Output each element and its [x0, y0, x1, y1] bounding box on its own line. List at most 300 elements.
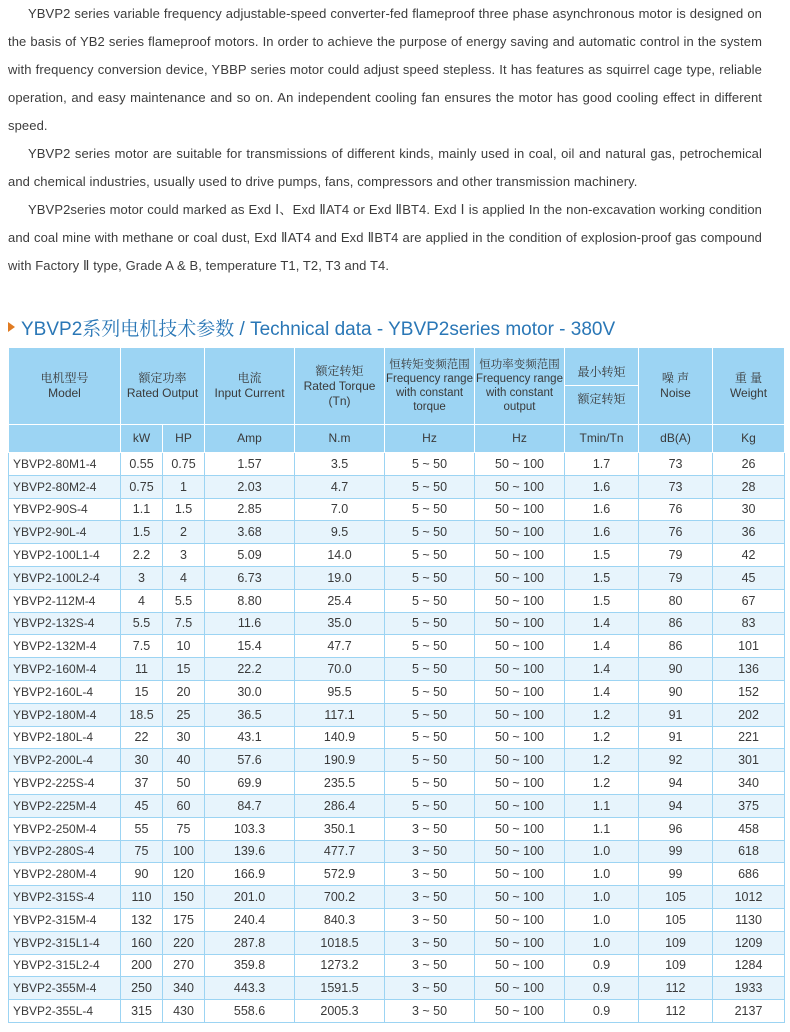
table-cell: 250: [121, 977, 163, 1000]
table-cell: 76: [639, 521, 713, 544]
model-cell: YBVP2-80M1-4: [9, 453, 121, 476]
table-cell: 50 ~ 100: [475, 931, 565, 954]
table-cell: 43.1: [205, 726, 295, 749]
model-cell: YBVP2-180L-4: [9, 726, 121, 749]
fraction-divider: [565, 385, 638, 386]
table-cell: 25: [163, 703, 205, 726]
table-cell: 430: [163, 1000, 205, 1023]
table-cell: 840.3: [295, 908, 385, 931]
table-cell: 5 ~ 50: [385, 772, 475, 795]
table-cell: 139.6: [205, 840, 295, 863]
table-row: [9, 544, 785, 567]
unit-cell-blank: [9, 425, 121, 453]
table-cell: 45: [713, 566, 785, 589]
table-cell: 73: [639, 475, 713, 498]
table-row: [9, 954, 785, 977]
table-cell: 1.4: [565, 612, 639, 635]
table-row: [9, 931, 785, 954]
header-weight: 重 量 Weight: [713, 348, 785, 425]
model-cell: YBVP2-315L1-4: [9, 931, 121, 954]
table-cell: 1273.2: [295, 954, 385, 977]
table-cell: 5 ~ 50: [385, 680, 475, 703]
table-cell: 572.9: [295, 863, 385, 886]
table-cell: 50 ~ 100: [475, 1000, 565, 1023]
table-cell: 1.0: [565, 931, 639, 954]
model-cell: YBVP2-100L1-4: [9, 544, 121, 567]
table-cell: 14.0: [295, 544, 385, 567]
intro-paragraph: YBVP2 series variable frequency adjustable-speed converter-fed flameproof three phase asynchronous motor is designed on the basis of YB2 series flameproof motors. In order to achieve the purpose of energy saving and automatic control in the system with frequency conversion device, YBBP series motor could adjust speed stepless. It has features as squirrel cage type, reliable operation, and easy maintenance and so on. An independent cooling fan ensures the motor has good cooling effect in different speed.: [8, 6, 762, 133]
table-cell: 1012: [713, 886, 785, 909]
table-cell: 50 ~ 100: [475, 589, 565, 612]
table-cell: 50 ~ 100: [475, 498, 565, 521]
unit-cell: Hz: [385, 425, 475, 453]
table-row: [9, 658, 785, 681]
table-body: [9, 453, 785, 1023]
table-cell: 0.9: [565, 954, 639, 977]
table-cell: 50 ~ 100: [475, 886, 565, 909]
table-cell: 22: [121, 726, 163, 749]
table-cell: 340: [713, 772, 785, 795]
table-cell: 70.0: [295, 658, 385, 681]
table-cell: 2137: [713, 1000, 785, 1023]
table-cell: 3.5: [295, 453, 385, 476]
table-cell: 30: [163, 726, 205, 749]
table-cell: 235.5: [295, 772, 385, 795]
table-cell: 36.5: [205, 703, 295, 726]
table-cell: 1933: [713, 977, 785, 1000]
table-cell: 42: [713, 544, 785, 567]
table-row: [9, 680, 785, 703]
table-cell: 5 ~ 50: [385, 612, 475, 635]
model-cell: YBVP2-90L-4: [9, 521, 121, 544]
intro-text: [8, 0, 762, 280]
table-cell: 152: [713, 680, 785, 703]
table-row: [9, 1000, 785, 1023]
unit-cell: Amp: [205, 425, 295, 453]
model-cell: YBVP2-315L2-4: [9, 954, 121, 977]
header-min-torque-ratio: 最小转矩 额定转矩: [565, 348, 639, 425]
table-cell: 2.2: [121, 544, 163, 567]
table-cell: 136: [713, 658, 785, 681]
table-cell: 0.9: [565, 1000, 639, 1023]
table-cell: 75: [163, 817, 205, 840]
table-row: [9, 589, 785, 612]
model-cell: YBVP2-80M2-4: [9, 475, 121, 498]
table-cell: 0.55: [121, 453, 163, 476]
unit-cell: HP: [163, 425, 205, 453]
table-cell: 1.1: [121, 498, 163, 521]
table-cell: 5 ~ 50: [385, 521, 475, 544]
table-cell: 47.7: [295, 635, 385, 658]
table-row: [9, 977, 785, 1000]
unit-cell: N.m: [295, 425, 385, 453]
table-cell: 50 ~ 100: [475, 772, 565, 795]
table-cell: 1.0: [565, 840, 639, 863]
table-cell: 5 ~ 50: [385, 498, 475, 521]
table-cell: 201.0: [205, 886, 295, 909]
table-cell: 60: [163, 794, 205, 817]
table-cell: 3 ~ 50: [385, 954, 475, 977]
table-cell: 50 ~ 100: [475, 977, 565, 1000]
table-row: [9, 794, 785, 817]
table-cell: 50 ~ 100: [475, 954, 565, 977]
table-cell: 86: [639, 612, 713, 635]
table-cell: 1.5: [163, 498, 205, 521]
table-cell: 79: [639, 566, 713, 589]
table-cell: 5.5: [121, 612, 163, 635]
table-cell: 50 ~ 100: [475, 726, 565, 749]
table-cell: 618: [713, 840, 785, 863]
table-cell: 109: [639, 954, 713, 977]
table-cell: 1.1: [565, 794, 639, 817]
table-cell: 35.0: [295, 612, 385, 635]
table-cell: 11: [121, 658, 163, 681]
table-cell: 5 ~ 50: [385, 544, 475, 567]
table-cell: 50 ~ 100: [475, 566, 565, 589]
table-row: [9, 475, 785, 498]
intro-paragraph: YBVP2series motor could marked as Exd Ⅰ、Exd ⅡAT4 or Exd ⅡBT4. Exd Ⅰ is applied In the non-excavation working condition and coal mine with methane or coal dust, Exd ⅡAT4 and Exd ⅡBT4 are applied in the condition of explosion-proof gas compound with Factory Ⅱ type, Grade A & B, temperature T1, T2, T3 and T4.: [8, 202, 762, 273]
table-cell: 140.9: [295, 726, 385, 749]
table-cell: 315: [121, 1000, 163, 1023]
table-cell: 20: [163, 680, 205, 703]
table-cell: 1.5: [565, 589, 639, 612]
table-cell: 5.09: [205, 544, 295, 567]
table-cell: 202: [713, 703, 785, 726]
table-cell: 50 ~ 100: [475, 453, 565, 476]
table-cell: 105: [639, 886, 713, 909]
table-row: [9, 521, 785, 544]
model-cell: YBVP2-160M-4: [9, 658, 121, 681]
table-cell: 1.7: [565, 453, 639, 476]
table-cell: 1.6: [565, 498, 639, 521]
table-row: [9, 498, 785, 521]
table-cell: 10: [163, 635, 205, 658]
table-cell: 50 ~ 100: [475, 658, 565, 681]
table-cell: 50 ~ 100: [475, 908, 565, 931]
table-cell: 3 ~ 50: [385, 1000, 475, 1023]
table-cell: 4.7: [295, 475, 385, 498]
unit-cell: Tmin/Tn: [565, 425, 639, 453]
table-cell: 458: [713, 817, 785, 840]
table-cell: 76: [639, 498, 713, 521]
table-cell: 3 ~ 50: [385, 908, 475, 931]
table-cell: 45: [121, 794, 163, 817]
table-cell: 69.9: [205, 772, 295, 795]
table-cell: 57.6: [205, 749, 295, 772]
table-cell: 90: [639, 658, 713, 681]
table-cell: 1: [163, 475, 205, 498]
model-cell: YBVP2-90S-4: [9, 498, 121, 521]
table-cell: 1130: [713, 908, 785, 931]
technical-data-table: [8, 347, 785, 1023]
unit-cell: dB(A): [639, 425, 713, 453]
header-rated-output: 额定功率 Rated Output: [121, 348, 205, 425]
table-cell: 19.0: [295, 566, 385, 589]
table-cell: 120: [163, 863, 205, 886]
table-cell: 1.5: [121, 521, 163, 544]
table-cell: 109: [639, 931, 713, 954]
table-cell: 92: [639, 749, 713, 772]
table-cell: 5 ~ 50: [385, 453, 475, 476]
table-cell: 50 ~ 100: [475, 635, 565, 658]
table-row: [9, 886, 785, 909]
table-cell: 30: [121, 749, 163, 772]
table-cell: 240.4: [205, 908, 295, 931]
table-cell: 73: [639, 453, 713, 476]
table-cell: 79: [639, 544, 713, 567]
table-cell: 7.5: [121, 635, 163, 658]
table-cell: 443.3: [205, 977, 295, 1000]
table-cell: 40: [163, 749, 205, 772]
table-cell: 221: [713, 726, 785, 749]
table-cell: 22.2: [205, 658, 295, 681]
table-cell: 28: [713, 475, 785, 498]
table-cell: 375: [713, 794, 785, 817]
table-cell: 1.4: [565, 635, 639, 658]
table-cell: 2.85: [205, 498, 295, 521]
table-cell: 50 ~ 100: [475, 840, 565, 863]
table-cell: 477.7: [295, 840, 385, 863]
table-cell: 5 ~ 50: [385, 635, 475, 658]
table-cell: 4: [121, 589, 163, 612]
table-cell: 103.3: [205, 817, 295, 840]
table-cell: 270: [163, 954, 205, 977]
table-cell: 100: [163, 840, 205, 863]
table-cell: 3 ~ 50: [385, 977, 475, 1000]
header-model: 电机型号 Model: [9, 348, 121, 425]
table-cell: 166.9: [205, 863, 295, 886]
table-cell: 1018.5: [295, 931, 385, 954]
table-cell: 50 ~ 100: [475, 863, 565, 886]
table-cell: 287.8: [205, 931, 295, 954]
table-cell: 7.5: [163, 612, 205, 635]
table-cell: 50 ~ 100: [475, 475, 565, 498]
table-cell: 1.0: [565, 886, 639, 909]
table-row: [9, 612, 785, 635]
table-cell: 175: [163, 908, 205, 931]
table-cell: 2005.3: [295, 1000, 385, 1023]
model-cell: YBVP2-280S-4: [9, 840, 121, 863]
table-cell: 50 ~ 100: [475, 794, 565, 817]
table-cell: 55: [121, 817, 163, 840]
table-cell: 110: [121, 886, 163, 909]
table-cell: 112: [639, 1000, 713, 1023]
table-row: [9, 703, 785, 726]
table-cell: 1591.5: [295, 977, 385, 1000]
table-cell: 11.6: [205, 612, 295, 635]
table-cell: 30: [713, 498, 785, 521]
table-cell: 36: [713, 521, 785, 544]
table-cell: 3 ~ 50: [385, 886, 475, 909]
unit-cell: kW: [121, 425, 163, 453]
table-cell: 5 ~ 50: [385, 475, 475, 498]
table-cell: 190.9: [295, 749, 385, 772]
table-row: [9, 726, 785, 749]
header-rated-torque: 额定转矩 Rated Torque (Tn): [295, 348, 385, 425]
model-cell: YBVP2-132S-4: [9, 612, 121, 635]
table-cell: 25.4: [295, 589, 385, 612]
table-cell: 2.03: [205, 475, 295, 498]
table-cell: 1.6: [565, 521, 639, 544]
table-cell: 1.0: [565, 908, 639, 931]
section-title: YBVP2系列电机技术参数 / Technical data - YBVP2series motor - 380V: [21, 318, 616, 340]
table-cell: 18.5: [121, 703, 163, 726]
table-row: [9, 863, 785, 886]
table-cell: 117.1: [295, 703, 385, 726]
table-cell: 132: [121, 908, 163, 931]
header-constant-output-range: 恒功率变频范围 Frequency range with constant output: [475, 348, 565, 425]
table-cell: 101: [713, 635, 785, 658]
table-cell: 94: [639, 794, 713, 817]
table-cell: 15.4: [205, 635, 295, 658]
table-cell: 50 ~ 100: [475, 544, 565, 567]
table-cell: 90: [639, 680, 713, 703]
model-cell: YBVP2-250M-4: [9, 817, 121, 840]
table-row: [9, 635, 785, 658]
units-row: [9, 425, 785, 453]
table-cell: 558.6: [205, 1000, 295, 1023]
table-cell: 86: [639, 635, 713, 658]
table-cell: 1209: [713, 931, 785, 954]
table-cell: 5 ~ 50: [385, 794, 475, 817]
table-cell: 1.5: [565, 566, 639, 589]
table-cell: 50 ~ 100: [475, 703, 565, 726]
model-cell: YBVP2-355M-4: [9, 977, 121, 1000]
model-cell: YBVP2-132M-4: [9, 635, 121, 658]
table-cell: 150: [163, 886, 205, 909]
table-cell: 37: [121, 772, 163, 795]
table-cell: 1.4: [565, 680, 639, 703]
table-cell: 105: [639, 908, 713, 931]
table-cell: 5 ~ 50: [385, 726, 475, 749]
table-cell: 96: [639, 817, 713, 840]
table-cell: 3 ~ 50: [385, 840, 475, 863]
table-cell: 5.5: [163, 589, 205, 612]
table-cell: 84.7: [205, 794, 295, 817]
table-cell: 50 ~ 100: [475, 521, 565, 544]
table-cell: 350.1: [295, 817, 385, 840]
model-cell: YBVP2-225M-4: [9, 794, 121, 817]
table-cell: 5 ~ 50: [385, 658, 475, 681]
table-cell: 220: [163, 931, 205, 954]
table-cell: 3: [163, 544, 205, 567]
model-cell: YBVP2-355L-4: [9, 1000, 121, 1023]
section-heading: [8, 314, 615, 340]
table-cell: 4: [163, 566, 205, 589]
table-cell: 1.6: [565, 475, 639, 498]
model-cell: YBVP2-180M-4: [9, 703, 121, 726]
table-cell: 50 ~ 100: [475, 817, 565, 840]
unit-cell: Hz: [475, 425, 565, 453]
table-cell: 3 ~ 50: [385, 817, 475, 840]
table-cell: 99: [639, 863, 713, 886]
unit-cell: Kg: [713, 425, 785, 453]
table-cell: 0.75: [163, 453, 205, 476]
table-cell: 50 ~ 100: [475, 749, 565, 772]
table-cell: 3 ~ 50: [385, 863, 475, 886]
table-cell: 6.73: [205, 566, 295, 589]
table-cell: 3: [121, 566, 163, 589]
table-cell: 686: [713, 863, 785, 886]
model-cell: YBVP2-100L2-4: [9, 566, 121, 589]
table-cell: 15: [121, 680, 163, 703]
table-cell: 30.0: [205, 680, 295, 703]
table-cell: 301: [713, 749, 785, 772]
model-cell: YBVP2-225S-4: [9, 772, 121, 795]
table-cell: 2: [163, 521, 205, 544]
header-input-current: 电流 Input Current: [205, 348, 295, 425]
model-cell: YBVP2-160L-4: [9, 680, 121, 703]
table-cell: 80: [639, 589, 713, 612]
table-row: [9, 908, 785, 931]
table-cell: 50 ~ 100: [475, 612, 565, 635]
table-cell: 5 ~ 50: [385, 749, 475, 772]
table-cell: 99: [639, 840, 713, 863]
table-cell: 700.2: [295, 886, 385, 909]
table-cell: 0.75: [121, 475, 163, 498]
table-cell: 83: [713, 612, 785, 635]
header-noise: 噪 声 Noise: [639, 348, 713, 425]
table-row: [9, 566, 785, 589]
table-cell: 286.4: [295, 794, 385, 817]
table-row: [9, 817, 785, 840]
table-cell: 5 ~ 50: [385, 589, 475, 612]
table-cell: 1.57: [205, 453, 295, 476]
table-cell: 1.2: [565, 749, 639, 772]
table-cell: 91: [639, 726, 713, 749]
table-cell: 50: [163, 772, 205, 795]
table-row: [9, 453, 785, 476]
table-cell: 1.1: [565, 817, 639, 840]
table-cell: 7.0: [295, 498, 385, 521]
header-row: [9, 348, 785, 425]
model-cell: YBVP2-112M-4: [9, 589, 121, 612]
table-cell: 15: [163, 658, 205, 681]
model-cell: YBVP2-280M-4: [9, 863, 121, 886]
table-cell: 5 ~ 50: [385, 703, 475, 726]
table-cell: 160: [121, 931, 163, 954]
table-cell: 3 ~ 50: [385, 931, 475, 954]
intro-paragraph: YBVP2 series motor are suitable for transmissions of different kinds, mainly used in coal, oil and natural gas, petrochemical and chemical industries, usually used to drive pumps, fans, compressors and other transmission machinery.: [8, 146, 762, 189]
table-cell: 200: [121, 954, 163, 977]
table-cell: 67: [713, 589, 785, 612]
table-cell: 94: [639, 772, 713, 795]
header-constant-torque-range: 恒转矩变频范围 Frequency range with constant torque: [385, 348, 475, 425]
table-cell: 26: [713, 453, 785, 476]
table-row: [9, 840, 785, 863]
table-cell: 1284: [713, 954, 785, 977]
table-cell: 50 ~ 100: [475, 680, 565, 703]
table-cell: 3.68: [205, 521, 295, 544]
table-cell: 112: [639, 977, 713, 1000]
table-row: [9, 772, 785, 795]
table-cell: 340: [163, 977, 205, 1000]
table-cell: 91: [639, 703, 713, 726]
table-cell: 1.2: [565, 703, 639, 726]
table-cell: 9.5: [295, 521, 385, 544]
table-cell: 1.2: [565, 772, 639, 795]
model-cell: YBVP2-315S-4: [9, 886, 121, 909]
table-cell: 1.0: [565, 863, 639, 886]
table-cell: 90: [121, 863, 163, 886]
table-cell: 5 ~ 50: [385, 566, 475, 589]
table-cell: 95.5: [295, 680, 385, 703]
model-cell: YBVP2-315M-4: [9, 908, 121, 931]
table-cell: 1.4: [565, 658, 639, 681]
model-cell: YBVP2-200L-4: [9, 749, 121, 772]
table-cell: 75: [121, 840, 163, 863]
table-row: [9, 749, 785, 772]
